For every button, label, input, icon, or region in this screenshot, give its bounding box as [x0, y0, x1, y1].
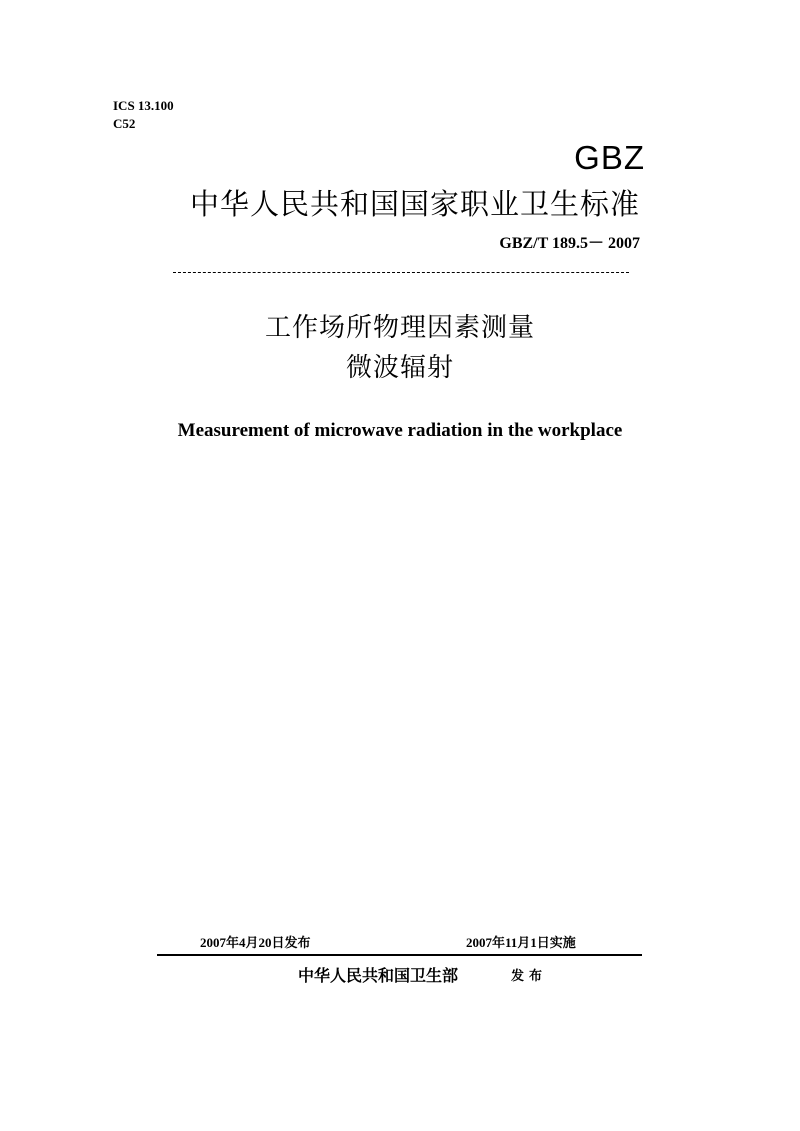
footer-divider: [157, 954, 642, 956]
classification-code: C52: [113, 116, 136, 131]
title-english: Measurement of microwave radiation in the workplace: [177, 420, 623, 441]
publish-label: 发布: [511, 969, 548, 984]
dashed-divider: [173, 272, 629, 273]
standard-type-heading: 中华人民共和国国家职业卫生标准: [189, 187, 640, 221]
issue-date: 2007年4月20日发布: [200, 935, 311, 950]
gbz-logo-text: GBZ: [574, 139, 645, 176]
implementation-date: 2007年11月1日实施: [466, 935, 576, 950]
title-chinese-line-1: 工作场所物理因素测量: [264, 313, 535, 343]
publisher-name: 中华人民共和国卫生部: [298, 966, 459, 985]
title-chinese-line-2: 微波辐射: [345, 353, 454, 383]
ics-code: ICS 13.100: [113, 98, 174, 113]
standard-number: GBZ/T 189.5－ 2007: [499, 235, 640, 252]
